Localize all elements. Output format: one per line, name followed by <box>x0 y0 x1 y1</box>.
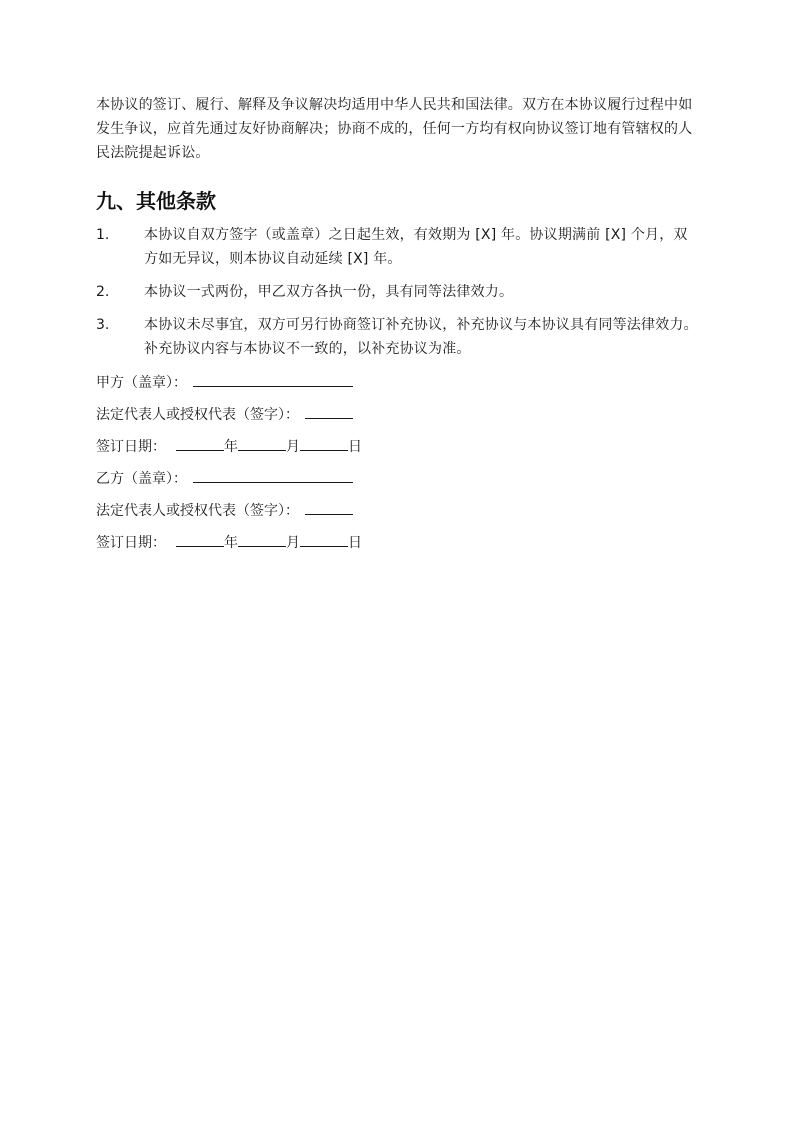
party-b-date-label: 签订日期： <box>96 535 166 551</box>
day-label: 日 <box>348 439 362 455</box>
party-a-seal-line <box>96 370 700 394</box>
signature-block <box>96 370 700 554</box>
month-label: 月 <box>286 535 300 551</box>
list-item <box>96 313 700 361</box>
dispute-resolution-paragraph: 本协议的签订、履行、解释及争议解决均适用中华人民共和国法律。双方在本协议履行过程中如发生争议，应首先通过友好协商解决；协商不成的，任何一方均有权向协议签订地有管辖权的人民法院提起诉讼。 <box>96 97 693 161</box>
party-b-rep-blank[interactable] <box>305 498 353 515</box>
party-b-rep-line <box>96 498 700 522</box>
party-a-date-line <box>96 434 700 458</box>
month-label: 月 <box>286 439 300 455</box>
list-item-text: 本协议一式两份，甲乙双方各执一份，具有同等法律效力。 <box>144 284 514 300</box>
party-b-day-blank[interactable] <box>300 530 348 547</box>
day-label: 日 <box>348 535 362 551</box>
party-a-rep-label: 法定代表人或授权代表（签字）： <box>96 407 299 423</box>
party-a-month-blank[interactable] <box>238 434 286 451</box>
list-item-text: 本协议未尽事宜，双方可另行协商签订补充协议，补充协议与本协议具有同等法律效力。补充协议内容与本协议不一致的，以补充协议为准。 <box>144 317 698 357</box>
party-b-year-blank[interactable] <box>176 530 224 547</box>
party-b-seal-label: 乙方（盖章）： <box>96 471 187 487</box>
section-title-other-terms: 九、其他条款 <box>96 189 216 213</box>
party-b-seal-line <box>96 466 700 490</box>
list-item <box>96 280 700 304</box>
party-b-month-blank[interactable] <box>238 530 286 547</box>
document-page <box>96 93 700 554</box>
year-label: 年 <box>224 535 238 551</box>
party-b-rep-label: 法定代表人或授权代表（签字）： <box>96 503 299 519</box>
list-item-text: 本协议自双方签字（或盖章）之日起生效，有效期为 [X] 年。协议期满前 [X] 个月，双方如无异议，则本协议自动延续 [X] 年。 <box>144 227 688 267</box>
party-b-date-line <box>96 530 700 554</box>
party-a-year-blank[interactable] <box>176 434 224 451</box>
party-a-seal-blank[interactable] <box>193 370 353 387</box>
list-item <box>96 223 700 271</box>
year-label: 年 <box>224 439 238 455</box>
party-a-seal-label: 甲方（盖章）： <box>96 375 187 391</box>
party-a-rep-line <box>96 402 700 426</box>
party-b-seal-blank[interactable] <box>193 466 353 483</box>
other-terms-list <box>96 223 700 361</box>
party-a-date-label: 签订日期： <box>96 439 166 455</box>
list-item-number: 2. <box>96 284 110 300</box>
party-a-day-blank[interactable] <box>300 434 348 451</box>
list-item-number: 1. <box>96 227 110 243</box>
party-a-rep-blank[interactable] <box>305 402 353 419</box>
list-item-number: 3. <box>96 317 110 333</box>
